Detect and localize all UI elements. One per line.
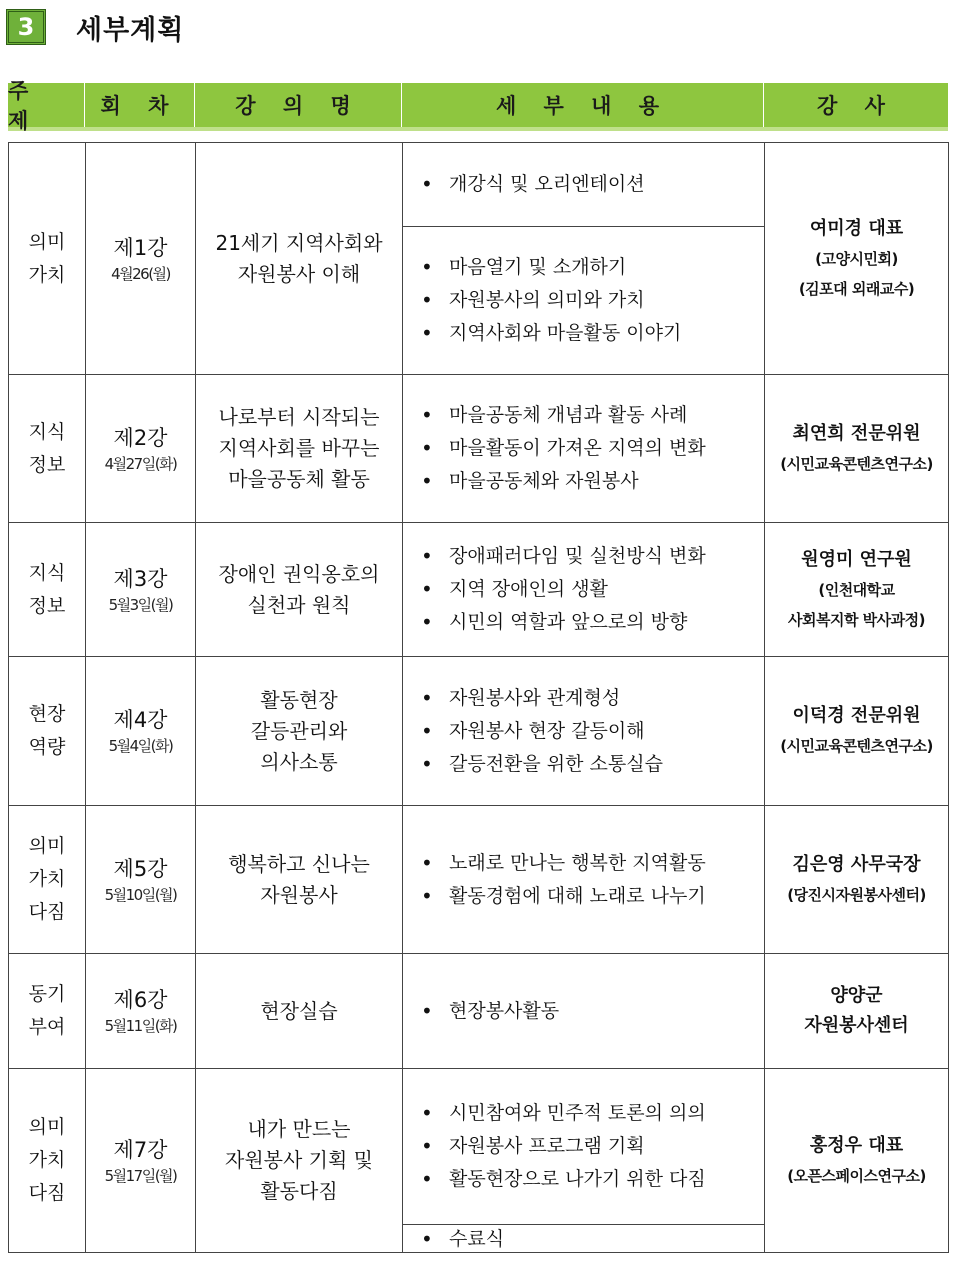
list-item: • 시민의 역할과 앞으로의 방향 <box>421 606 764 639</box>
table-row <box>9 143 949 227</box>
header-instructor: 강 사 <box>817 94 895 118</box>
session-cell <box>86 523 196 657</box>
theme-cell: 동기 부여 <box>9 954 86 1069</box>
instructor-name: 김은영 사무국장 <box>792 853 921 875</box>
details-cell <box>403 954 765 1069</box>
header-theme: 주 제 <box>8 83 85 127</box>
header-lecture-title: 강 의 명 <box>195 83 402 127</box>
lecture-date: 5월10일(월) <box>104 885 177 904</box>
instructor-affiliation: (시민교육콘텐츠연구소) <box>780 737 933 755</box>
list-item: • 시민참여와 민주적 토론의 의의 <box>421 1097 764 1130</box>
instructor-cell <box>765 1069 949 1253</box>
list-item: • 자원봉사와 관계형성 <box>421 682 764 715</box>
session-cell <box>86 143 196 375</box>
theme-cell: 현장 역량 <box>9 657 86 806</box>
theme-cell: 의미 가치 다짐 <box>9 806 86 954</box>
header-details: 세 부 내 용 <box>402 83 764 127</box>
schedule-table <box>8 142 949 1253</box>
list-item: • 장애패러다임 및 실천방식 변화 <box>421 540 764 573</box>
details-cell <box>403 806 765 954</box>
theme-cell: 지식 정보 <box>9 375 86 523</box>
session-cell <box>86 375 196 523</box>
lecture-number: 제6강 <box>113 988 168 1012</box>
instructor-name: 최연희 전문위원 <box>792 422 921 444</box>
instructor-cell <box>765 375 949 523</box>
section-number-badge: 3 <box>6 9 46 45</box>
instructor-affiliation: (오픈스페이스연구소) <box>787 1166 926 1185</box>
table-row <box>9 806 949 954</box>
instructor-cell <box>765 954 949 1069</box>
instructor-cell <box>765 523 949 657</box>
lecture-number: 제5강 <box>113 856 168 881</box>
session-cell <box>86 806 196 954</box>
lecture-title: 행복하고 신나는 자원봉사 <box>196 806 403 954</box>
lecture-date: 5월17일(월) <box>104 1166 177 1185</box>
list-item: • 마을활동이 가져온 지역의 변화 <box>421 432 764 465</box>
instructor-name: 이덕경 전문위원 <box>792 705 921 726</box>
theme-cell: 의미 가치 다짐 <box>9 1069 86 1253</box>
list-item: • 마을공동체 개념과 활동 사례 <box>421 399 764 432</box>
lecture-date: 4월26(월) <box>111 264 170 283</box>
section-title: 세부계획 <box>76 14 185 46</box>
list-item: • 활동현장으로 나가기 위한 다짐 <box>421 1163 764 1196</box>
instructor-affiliation: (시민교육콘텐츠연구소) <box>780 454 933 473</box>
list-item: • 마을공동체와 자원봉사 <box>421 465 764 498</box>
instructor-cell <box>765 143 949 375</box>
instructor-name: 양양군 자원봉사센터 <box>804 985 909 1036</box>
list-item: • 활동경험에 대해 노래로 나누기 <box>421 880 764 913</box>
lecture-number: 제2강 <box>113 425 168 450</box>
list-item: • 지역사회와 마을활동 이야기 <box>421 317 764 350</box>
table-header <box>8 79 948 133</box>
list-item: • 현장봉사활동 <box>421 995 764 1028</box>
lecture-number: 제7강 <box>113 1137 168 1162</box>
lecture-title: 현장실습 <box>196 954 403 1069</box>
lecture-title: 활동현장 갈등관리와 의사소통 <box>196 657 403 806</box>
lecture-title: 장애인 권익옹호의 실천과 원칙 <box>196 523 403 657</box>
instructor-name: 원영미 연구원 <box>801 548 912 570</box>
details-cell <box>403 375 765 523</box>
list-item: • 수료식 <box>421 1226 764 1252</box>
list-item: • 갈등전환을 위한 소통실습 <box>421 748 764 781</box>
lecture-number: 제1강 <box>113 235 168 260</box>
list-item: • 노래로 만나는 행복한 지역활동 <box>421 847 764 880</box>
lecture-date: 5월11일(화) <box>104 1017 177 1035</box>
theme-cell: 지식 정보 <box>9 523 86 657</box>
lecture-title: 21세기 지역사회와 자원봉사 이해 <box>196 143 403 375</box>
instructor-name: 여미경 대표 <box>809 217 904 239</box>
details-cell <box>403 657 765 806</box>
list-item: • 지역 장애인의 생활 <box>421 573 764 606</box>
instructor-affiliation: (당진시자원봉사센터) <box>787 885 926 904</box>
instructor-cell <box>765 657 949 806</box>
table-row <box>9 954 949 1069</box>
details-cell <box>403 143 765 227</box>
instructor-affiliation: (인천대학교 사회복지학 박사과정) <box>788 580 925 629</box>
session-cell <box>86 954 196 1069</box>
instructor-cell <box>765 806 949 954</box>
lecture-title: 나로부터 시작되는 지역사회를 바꾸는 마을공동체 활동 <box>196 375 403 523</box>
table-row <box>9 523 949 657</box>
table-row <box>9 375 949 523</box>
lecture-date: 5월3일(월) <box>108 595 173 614</box>
list-item: • 개강식 및 오리엔테이션 <box>421 168 764 201</box>
table-row <box>9 1069 949 1225</box>
list-item: • 자원봉사 프로그램 기획 <box>421 1130 764 1163</box>
lecture-date: 4월27일(화) <box>104 454 177 473</box>
session-cell <box>86 657 196 806</box>
lecture-number: 제3강 <box>113 566 168 591</box>
details-cell <box>403 1069 765 1225</box>
header-session: 회 차 <box>85 83 195 127</box>
list-item: • 마음열기 및 소개하기 <box>421 251 764 284</box>
details-cell <box>403 523 765 657</box>
section-header <box>6 8 184 46</box>
list-item: • 자원봉사 현장 갈등이해 <box>421 715 764 748</box>
instructor-affiliation: (고양시민회) (김포대 외래교수) <box>798 249 915 298</box>
lecture-date: 5월4일(화) <box>108 737 173 755</box>
table-row <box>9 657 949 806</box>
instructor-name: 홍정우 대표 <box>809 1134 904 1156</box>
details-cell <box>403 1225 765 1253</box>
details-cell <box>403 227 765 375</box>
list-item: • 자원봉사의 의미와 가치 <box>421 284 764 317</box>
lecture-title: 내가 만드는 자원봉사 기획 및 활동다짐 <box>196 1069 403 1253</box>
session-cell <box>86 1069 196 1253</box>
lecture-number: 제4강 <box>113 708 168 732</box>
theme-cell: 의미 가치 <box>9 143 86 375</box>
